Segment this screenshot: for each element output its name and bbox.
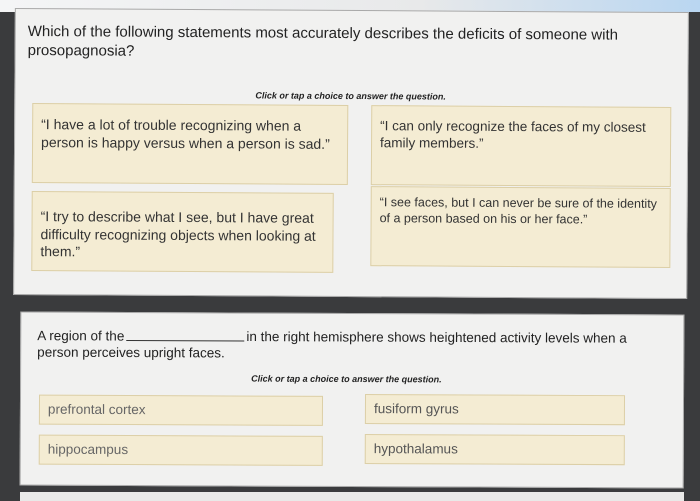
question-text-after: in the right hemisphere shows heightened activity levels when a person perceives upright faces. xyxy=(37,329,627,361)
choice-label: fusiform gyrus xyxy=(373,401,459,417)
choice-d[interactable] xyxy=(370,186,670,268)
question-card-2 xyxy=(20,312,685,489)
choice-a[interactable] xyxy=(32,103,348,185)
choice-hypothalamus[interactable] xyxy=(365,434,625,465)
question-text-before: A region of the xyxy=(37,328,125,344)
choice-label: “I see faces, but I can never be sure of the identity of a person based on his or her face.” xyxy=(379,195,657,227)
instruction-text: Click or tap a choice to answer the question. xyxy=(255,90,446,102)
choice-label: “I have a lot of trouble recognizing when a person is happy versus when a person is sad.” xyxy=(41,116,330,152)
choice-label: hippocampus xyxy=(47,441,129,458)
choice-label: prefrontal cortex xyxy=(47,401,146,418)
choice-fusiform-gyrus[interactable] xyxy=(365,394,625,425)
question-text xyxy=(37,327,637,365)
next-card-edge xyxy=(20,492,684,501)
fill-in-blank xyxy=(126,327,244,341)
question-text: Which of the following statements most accurately describes the deficits of someone with prosopagnosia? xyxy=(27,23,619,60)
choice-label: hypothalamus xyxy=(373,441,458,457)
choice-label: “I try to describe what I see, but I have great difficulty recognizing objects when looking at them.” xyxy=(40,208,316,260)
question-card-1 xyxy=(13,8,689,299)
choice-b[interactable] xyxy=(371,105,671,187)
choice-c[interactable] xyxy=(31,191,333,273)
choice-label: “I can only recognize the faces of my closest family members.” xyxy=(380,118,646,151)
choice-hippocampus[interactable] xyxy=(39,435,323,466)
choice-prefrontal-cortex[interactable] xyxy=(39,395,323,426)
instruction-text: Click or tap a choice to answer the question. xyxy=(251,373,442,385)
